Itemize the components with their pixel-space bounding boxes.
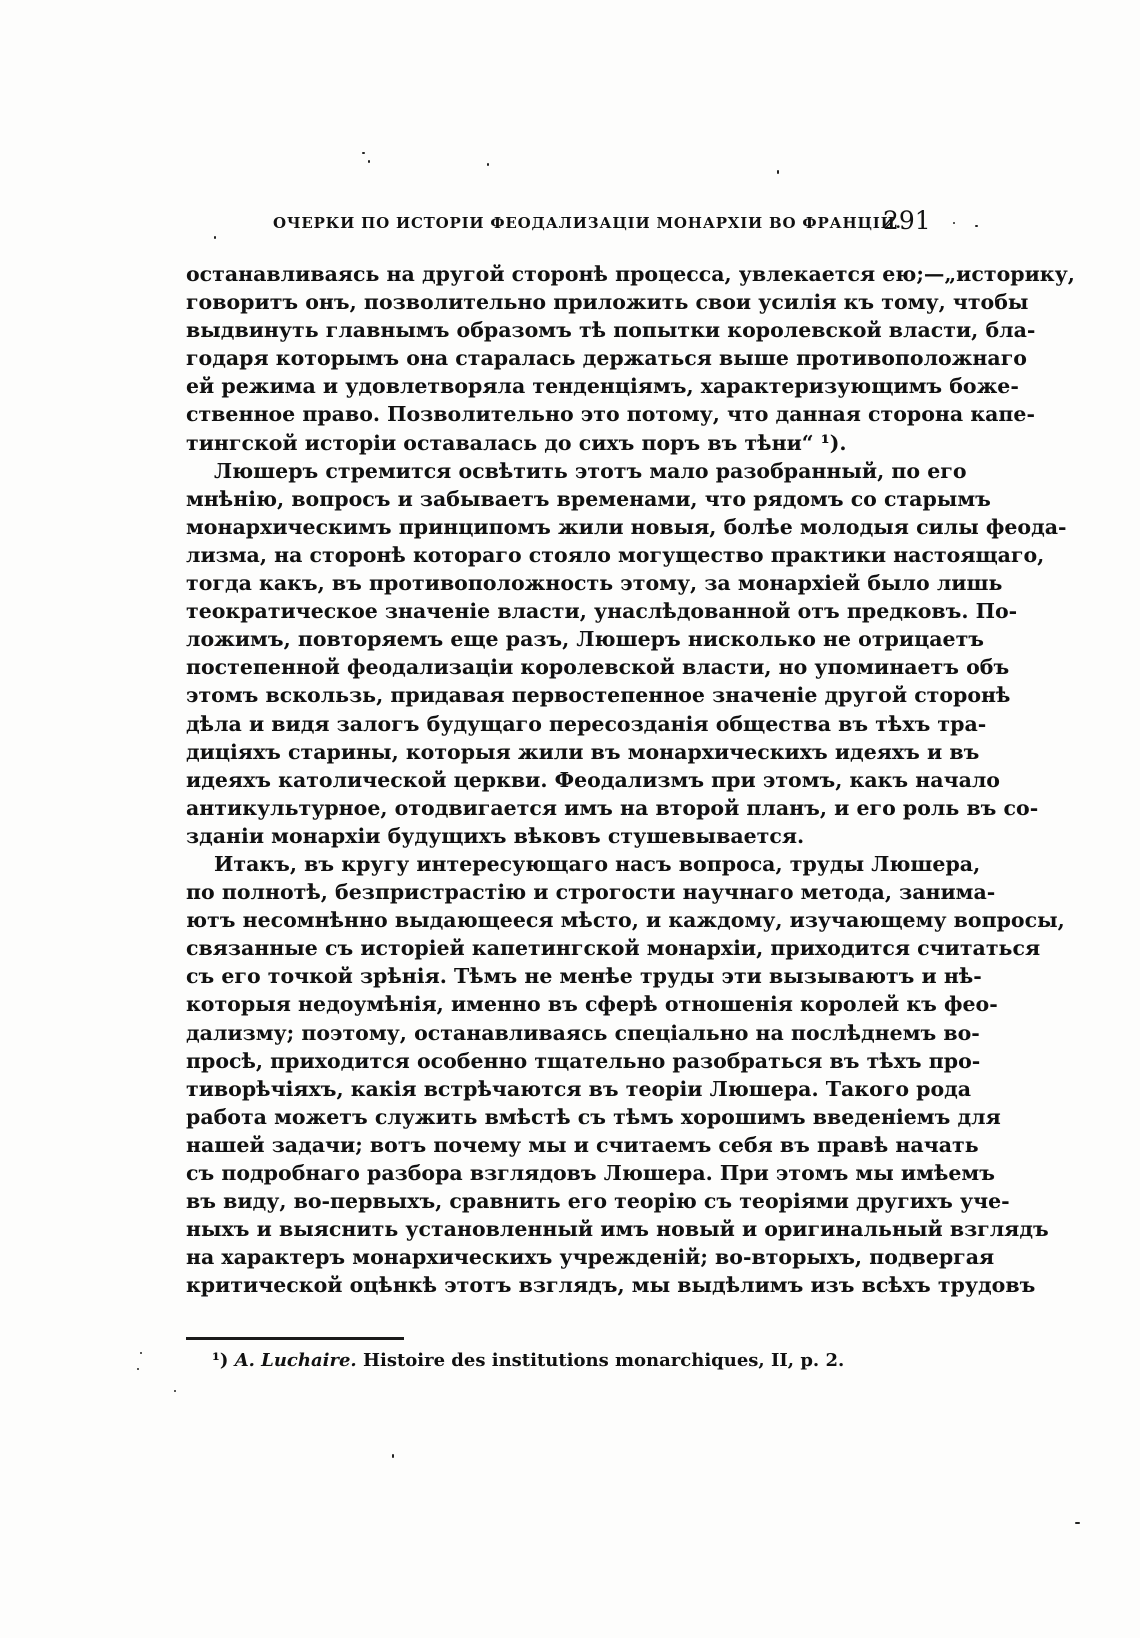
text-line: ственное право. Позволительно это потому, что данная сторона капе- bbox=[186, 402, 1035, 427]
text-line: теократическое значеніе власти, унаслѣдованной отъ предковъ. По- bbox=[186, 599, 1018, 624]
text-line: монархическимъ принципомъ жили новыя, болѣе молодыя силы феода- bbox=[186, 514, 1067, 539]
scan-speck bbox=[214, 236, 216, 239]
paragraph-3 bbox=[186, 850, 1065, 1300]
text-line: работа можетъ служить вмѣстѣ съ тѣмъ хорошимъ введеніемъ для bbox=[186, 1104, 1001, 1129]
text-line: останавливаясь на другой сторонѣ процесса, увлекается ею;—„историку, bbox=[186, 262, 1075, 286]
text-line: выдвинуть главнымъ образомъ тѣ попытки королевской власти, бла- bbox=[186, 318, 1036, 343]
text-line: мнѣнію, вопросъ и забываетъ временами, что рядомъ со старымъ bbox=[186, 486, 991, 511]
text-line: дализму; поэтому, останавливаясь спеціально на послѣднемъ во- bbox=[186, 1020, 980, 1045]
text-line: лизма, на сторонѣ котораго стояло могущество практики настоящаго, bbox=[186, 542, 1045, 567]
body-text bbox=[186, 260, 1075, 1299]
text-line: говоритъ онъ, позволительно приложить свои усилія къ тому, чтобы bbox=[186, 290, 1029, 315]
footnote-author: A. Luchaire. bbox=[234, 1350, 357, 1371]
text-line: критической оцѣнкѣ этотъ взглядъ, мы выдѣлимъ изъ всѣхъ трудовъ bbox=[186, 1273, 1036, 1298]
text-line: съ подробнаго разбора взглядовъ Люшера. При этомъ мы имѣемъ bbox=[186, 1161, 995, 1185]
scan-speck bbox=[137, 1368, 139, 1370]
text-line: на характеръ монархическихъ учрежденій; во-вторыхъ, подвергая bbox=[186, 1245, 995, 1270]
text-line: годаря которымъ она старалась держаться выше противоположнаго bbox=[186, 346, 1027, 371]
scan-speck bbox=[487, 163, 489, 166]
paragraph-1 bbox=[186, 260, 1075, 457]
text-line: связанные съ исторіей капетингской монархіи, приходится считаться bbox=[186, 936, 1041, 961]
text-line: въ виду, во-первыхъ, сравнить его теорію съ теоріями другихъ уче- bbox=[186, 1189, 1010, 1214]
footnote-title: Histoire des institutions monarchiques, II, p. 2. bbox=[362, 1350, 845, 1371]
scan-speck bbox=[975, 225, 978, 227]
scan-speck bbox=[174, 1390, 176, 1392]
text-line: зданіи монархіи будущихъ вѣковъ стушевывается. bbox=[186, 823, 805, 848]
scan-speck bbox=[362, 152, 365, 154]
text-line: по полнотѣ, безпристрастію и строгости научнаго метода, занима- bbox=[186, 880, 996, 905]
text-line: этомъ вскользь, придавая первостепенное значеніе другой сторонѣ bbox=[186, 683, 1011, 708]
scan-speck bbox=[368, 160, 370, 163]
running-head bbox=[258, 204, 931, 236]
text-line: просѣ, приходится особенно тщательно разобраться въ тѣхъ про- bbox=[186, 1048, 981, 1073]
paragraph-2 bbox=[186, 457, 1067, 850]
text-line: постепенной феодализаціи королевской власти, но упоминаетъ объ bbox=[186, 655, 1010, 680]
page-number: 291 bbox=[883, 206, 931, 235]
text-line: нашей задачи; вотъ почему мы и считаемъ себя въ правѣ начать bbox=[186, 1132, 979, 1157]
running-title: ОЧЕРКИ ПО ИСТОРІИ ФЕОДАЛИЗАЦІИ МОНАРХІИ ВО ФРАНЦІИ. bbox=[273, 214, 902, 232]
text-line: Итакъ, въ кругу интересующаго насъ вопроса, труды Люшера, bbox=[214, 851, 981, 876]
text-line: антикультурное, отодвигается имъ на второй планъ, и его роль въ со- bbox=[186, 795, 1039, 820]
text-line: ныхъ и выяснить установленный имъ новый и оригинальный взглядъ bbox=[186, 1217, 1049, 1242]
text-line: тиворѣчіяхъ, какія встрѣчаются въ теоріи Люшера. Такого рода bbox=[186, 1076, 972, 1101]
text-line: дѣла и видя залогъ будущаго пересозданія общества въ тѣхъ тра- bbox=[186, 711, 987, 736]
footnote bbox=[212, 1350, 844, 1371]
footnote-marker: ¹) bbox=[212, 1350, 229, 1371]
scan-speck bbox=[777, 170, 779, 174]
scan-speck bbox=[953, 222, 955, 224]
text-line: Люшеръ стремится освѣтить этотъ мало разобранный, по его bbox=[214, 458, 967, 483]
text-line: ей режима и удовлетворяла тенденціямъ, характеризующимъ боже- bbox=[186, 374, 1019, 399]
scan-speck bbox=[1075, 1522, 1080, 1524]
scan-speck bbox=[140, 1352, 142, 1354]
text-line: ютъ несомнѣнно выдающееся мѣсто, и каждому, изучающему вопросы, bbox=[186, 908, 1065, 933]
text-line: идеяхъ католической церкви. Феодализмъ при этомъ, какъ начало bbox=[186, 767, 1000, 792]
text-line: тингской исторіи оставалась до сихъ поръ въ тѣни“ ¹). bbox=[186, 430, 847, 455]
text-line: диціяхъ старины, которыя жили въ монархическихъ идеяхъ и въ bbox=[186, 739, 980, 764]
text-line: тогда какъ, въ противоположность этому, за монархіей было лишь bbox=[186, 571, 1003, 596]
text-line: съ его точкой зрѣнія. Тѣмъ не менѣе труды эти вызываютъ и нѣ- bbox=[186, 964, 982, 989]
text-line: которыя недоумѣнія, именно въ сферѣ отношенія королей къ фео- bbox=[186, 992, 998, 1017]
footnote-rule bbox=[186, 1337, 404, 1340]
text-line: ложимъ, повторяемъ еще разъ, Люшеръ нисколько не отрицаетъ bbox=[186, 627, 984, 652]
scan-speck bbox=[392, 1454, 394, 1458]
